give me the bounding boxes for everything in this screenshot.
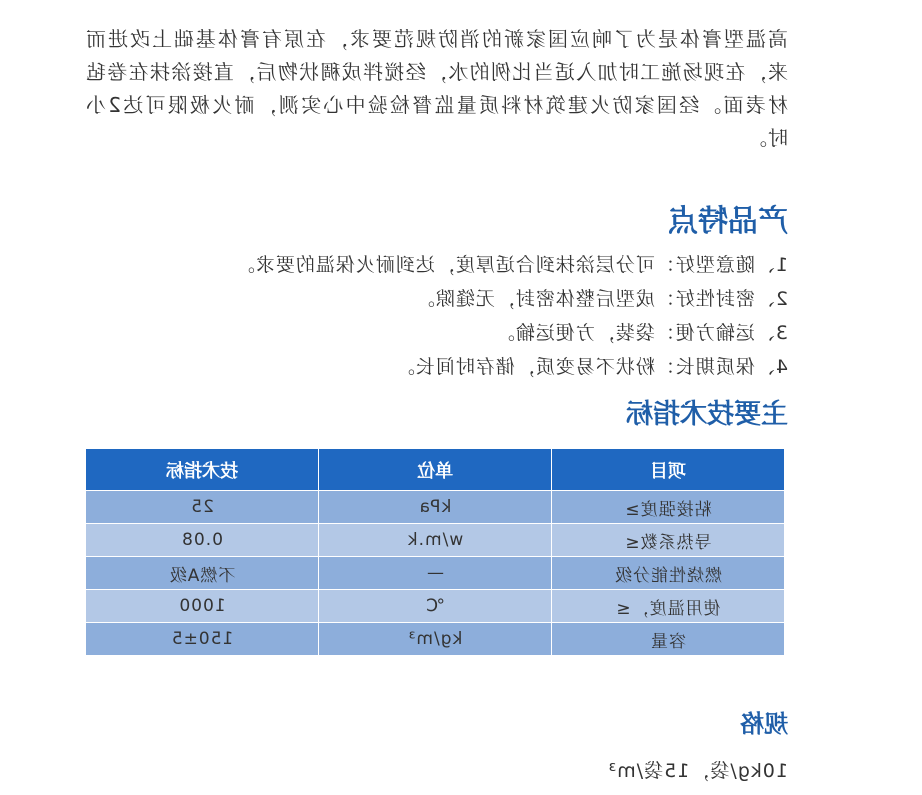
feature-item: 1、随意型好：可分层涂抹到合适厚度，达到耐火保温的要求。 <box>234 254 788 276</box>
feature-item: 4、保质期长：粉状不易变质，储存时间长。 <box>394 356 788 378</box>
table-cell: 0.08 <box>86 524 319 557</box>
table-cell: ℃ <box>319 590 552 623</box>
spec-heading: 规格 <box>740 710 788 738</box>
feature-item: 3、运输方便：袋装，方便运输。 <box>494 322 788 344</box>
specs-table <box>85 448 785 656</box>
column-header-item: 项目 <box>552 449 785 491</box>
table-cell: 容量 <box>552 623 785 656</box>
table-cell: 使用温度，≤ <box>552 590 785 623</box>
table-cell: kg/m³ <box>319 623 552 656</box>
table-cell: 不燃A级 <box>86 557 319 590</box>
table-cell: kPa <box>319 491 552 524</box>
table-row <box>86 557 785 590</box>
feature-item: 2、密封性好：成型后整体密封，无缝隙。 <box>414 288 788 310</box>
table-cell: w/m.k <box>319 524 552 557</box>
table-cell: 150±5 <box>86 623 319 656</box>
spec-text: 10kg/袋，15袋/m³ <box>607 760 788 782</box>
features-heading: 产品特点 <box>668 204 788 239</box>
table-cell: 粘接强度≥ <box>552 491 785 524</box>
column-header-value: 技术指标 <box>86 449 319 491</box>
features-list <box>85 248 788 384</box>
table-row <box>86 590 785 623</box>
table-row <box>86 623 785 656</box>
table-cell: 25 <box>86 491 319 524</box>
specs-heading: 主要技术指标 <box>626 399 788 430</box>
table-cell: 1000 <box>86 590 319 623</box>
table-cell: — <box>319 557 552 590</box>
table-cell: 燃烧性能分级 <box>552 557 785 590</box>
column-header-unit: 单位 <box>319 449 552 491</box>
table-row <box>86 524 785 557</box>
table-row <box>86 491 785 524</box>
specs-table-container <box>85 448 785 656</box>
table-cell: 导热系数≤ <box>552 524 785 557</box>
table-header-row <box>86 449 785 491</box>
intro-paragraph: 高温型膏体是为了响应国家新的消防规范要求，在原有膏体基础上改进而来，在现场施工时加入适当比例的水，经搅拌成稠状物后，直接涂抹在卷毡材表面。经国家防火建筑材料质量监督检验中心实测，耐火极限可达2小时。 <box>85 27 788 150</box>
